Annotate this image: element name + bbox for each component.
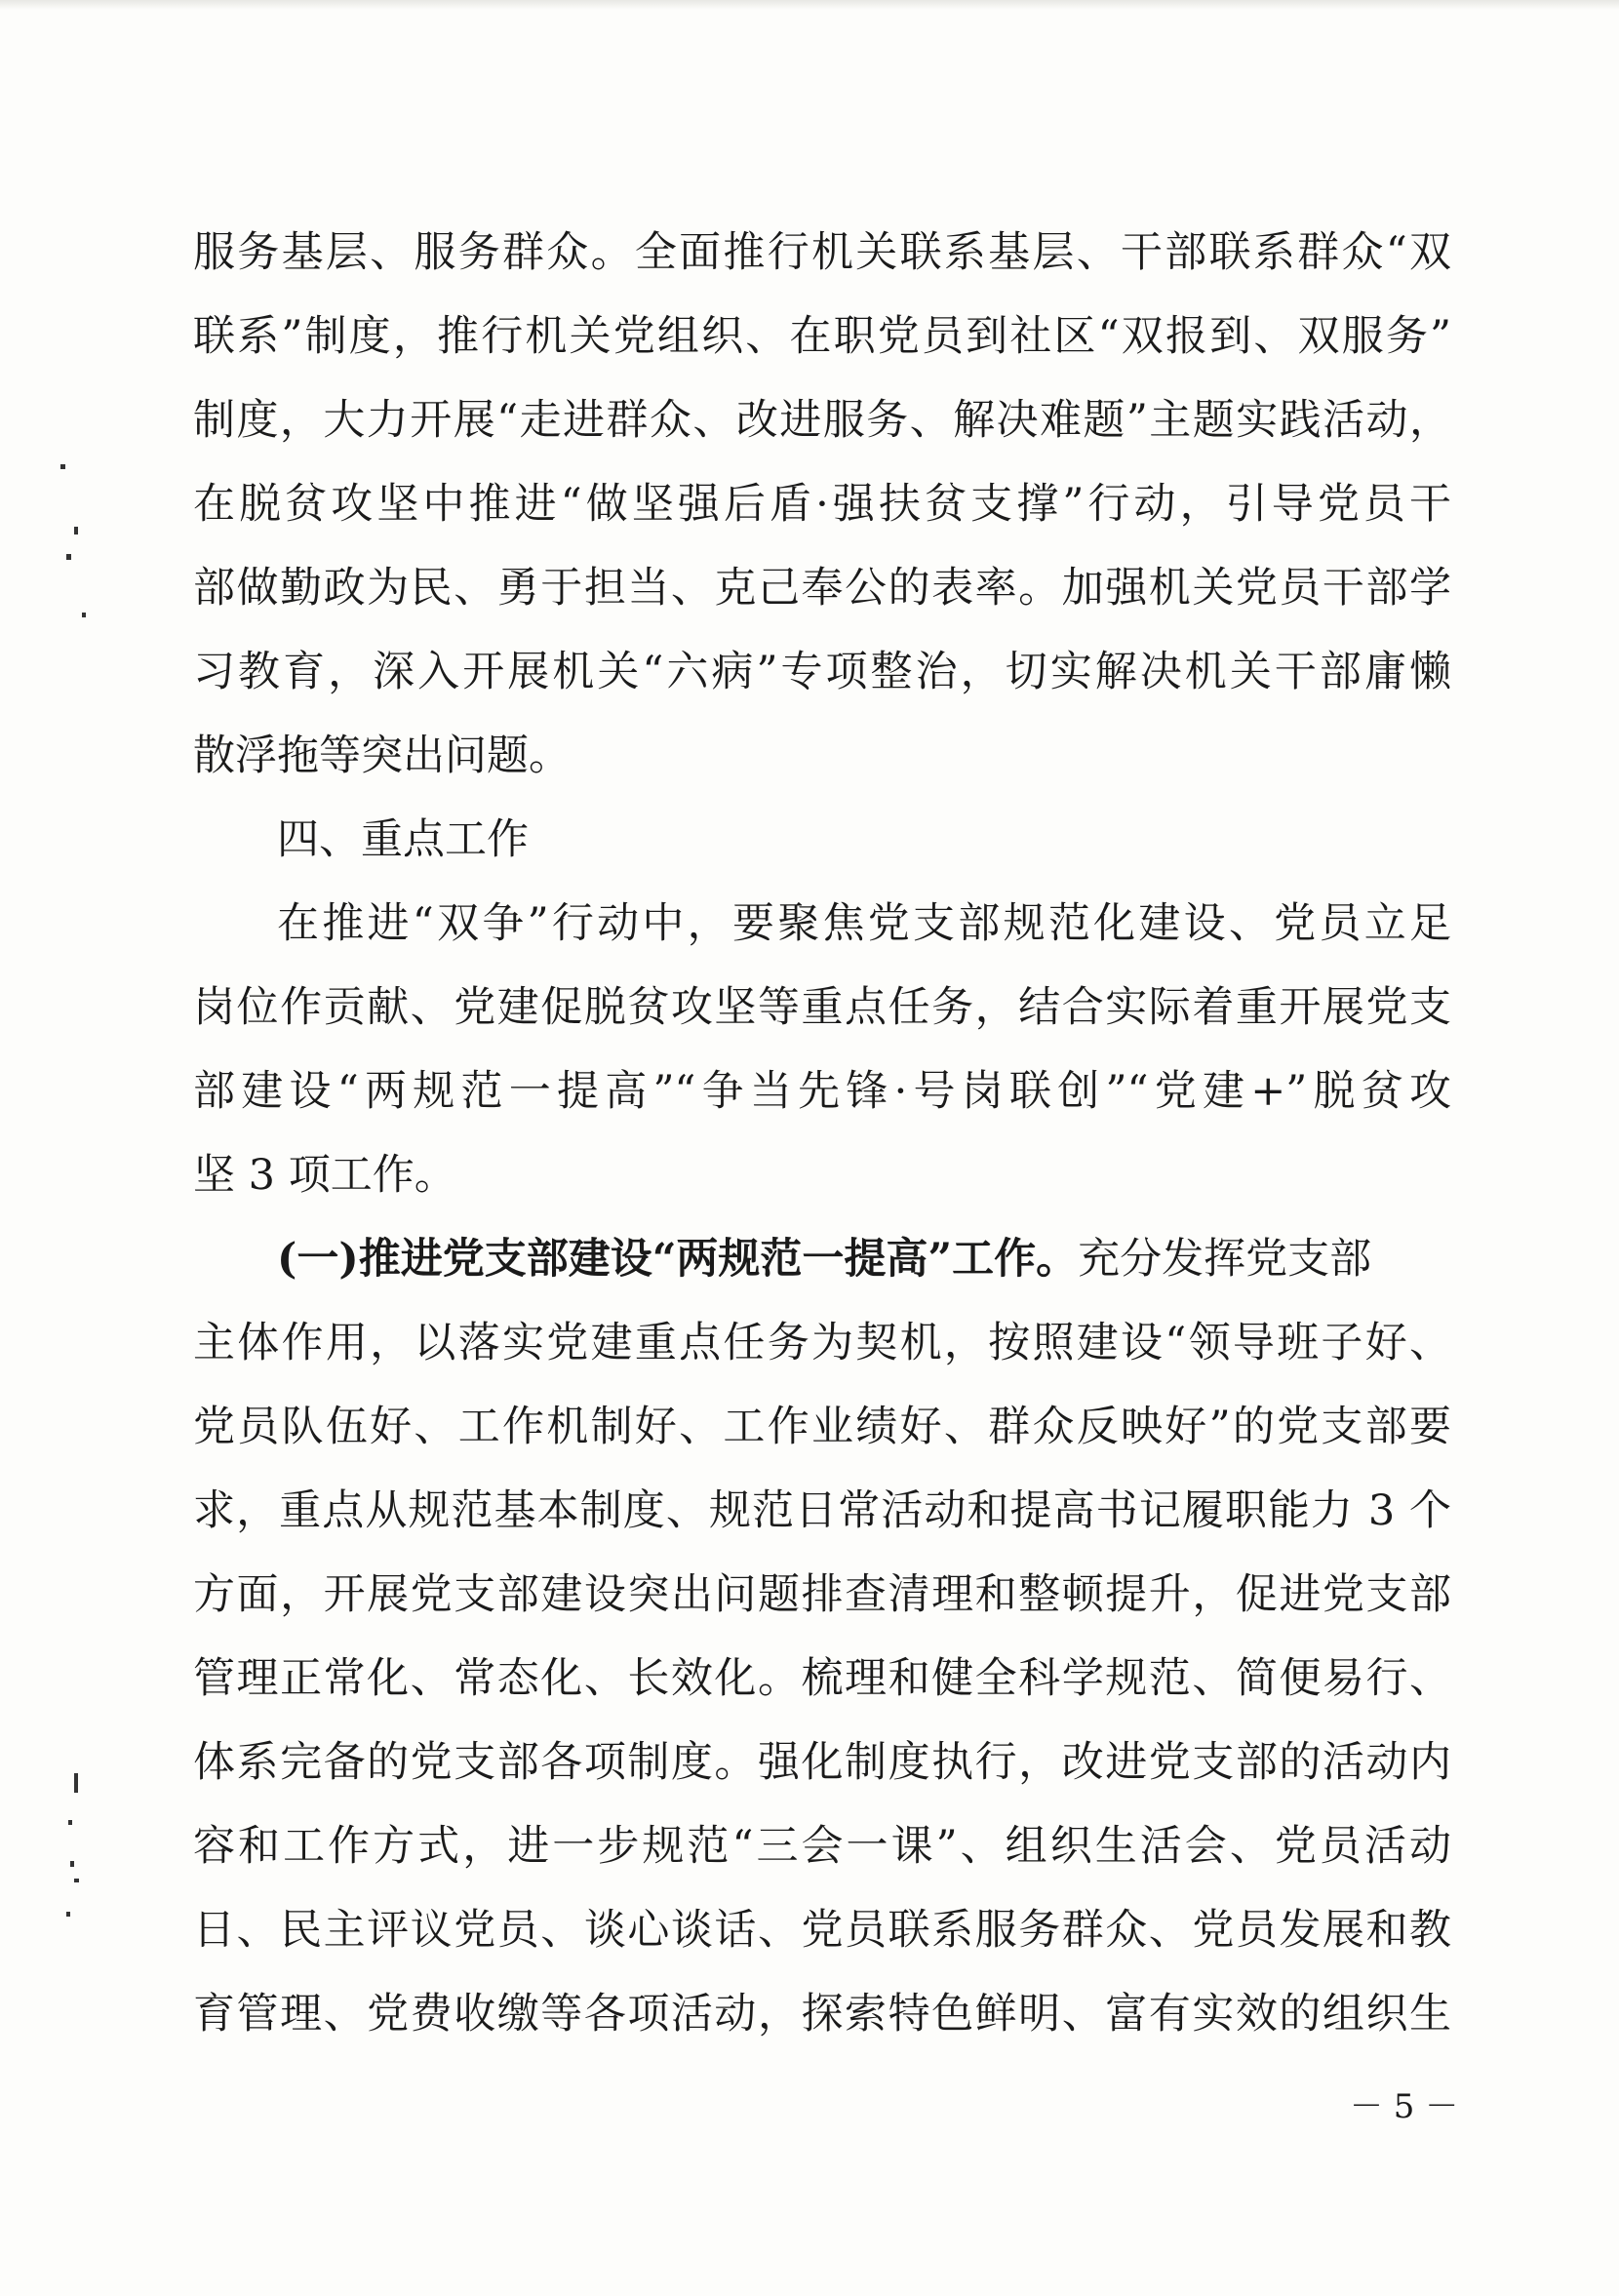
body-text-line: 育管理、党费收缴等各项活动，探索特色鲜明、富有实效的组织生 — [193, 1990, 1451, 2039]
body-text-line: 部做勤政为民、勇于担当、克己奉公的表率。加强机关党员干部学 — [193, 564, 1451, 613]
body-text-line: 散浮拖等突出问题。 — [193, 732, 571, 780]
subsection-title: (一)推进党支部建设“两规范一提高”工作。 — [277, 1235, 1079, 1284]
body-text-line: 联系”制度，推行机关党组织、在职党员到社区“双报到、双服务” — [193, 312, 1451, 361]
section-heading: 四、重点工作 — [277, 815, 529, 864]
body-text-line: 体系完备的党支部各项制度。强化制度执行，改进党支部的活动内 — [193, 1738, 1451, 1787]
body-text-line: 方面，开展党支部建设突出问题排查清理和整顿提升，促进党支部 — [193, 1570, 1451, 1619]
body-text-line: 习教育，深入开展机关“六病”专项整治，切实解决机关干部庸懒 — [193, 648, 1451, 696]
scan-speck — [70, 1861, 74, 1867]
body-text-line: 在脱贫攻坚中推进“做坚强后盾·强扶贫支撑”行动，引导党员干 — [193, 480, 1451, 529]
body-text-line: 主体作用，以落实党建重点任务为契机，按照建设“领导班子好、 — [193, 1319, 1451, 1367]
body-text-line: 部建设“两规范一提高”“争当先锋·号岗联创”“党建+”脱贫攻 — [193, 1067, 1451, 1116]
scan-speck — [60, 464, 65, 469]
body-text-line: 党员队伍好、工作机制好、工作业绩好、群众反映好”的党支部要 — [193, 1403, 1451, 1451]
scan-speck — [82, 613, 86, 617]
body-text-line: 岗位作贡献、党建促脱贫攻坚等重点任务，结合实际着重开展党支 — [193, 983, 1451, 1032]
scan-speck — [66, 1912, 70, 1917]
body-text-line: 服务基层、服务群众。全面推行机关联系基层、干部联系群众“双 — [193, 228, 1451, 277]
scan-speck — [74, 527, 78, 534]
scan-speck — [68, 1820, 72, 1825]
body-text-line: 日、民主评议党员、谈心谈话、党员联系服务群众、党员发展和教 — [193, 1906, 1451, 1955]
body-text-line: 坚 3 项工作。 — [193, 1151, 456, 1200]
subsection-first-line — [277, 1225, 1451, 1293]
body-text-line: 容和工作方式，进一步规范“三会一课”、组织生活会、党员活动 — [193, 1822, 1451, 1871]
scan-speck — [66, 554, 71, 560]
subsection-first-line-text: 充分发挥党支部 — [1078, 1235, 1372, 1284]
body-text-line: 制度，大力开展“走进群众、改进服务、解决难题”主题实践活动， — [193, 396, 1451, 445]
scan-speck — [74, 1879, 79, 1882]
body-text-line: 求，重点从规范基本制度、规范日常活动和提高书记履职能力 3 个 — [193, 1486, 1451, 1535]
body-text-line: 在推进“双争”行动中，要聚焦党支部规范化建设、党员立足 — [277, 899, 1451, 948]
body-text-line: 管理正常化、常态化、长效化。梳理和健全科学规范、简便易行、 — [193, 1654, 1451, 1703]
page-number: － 5 － — [1350, 2087, 1459, 2126]
scan-edge — [0, 0, 1619, 10]
scan-speck — [74, 1773, 78, 1793]
